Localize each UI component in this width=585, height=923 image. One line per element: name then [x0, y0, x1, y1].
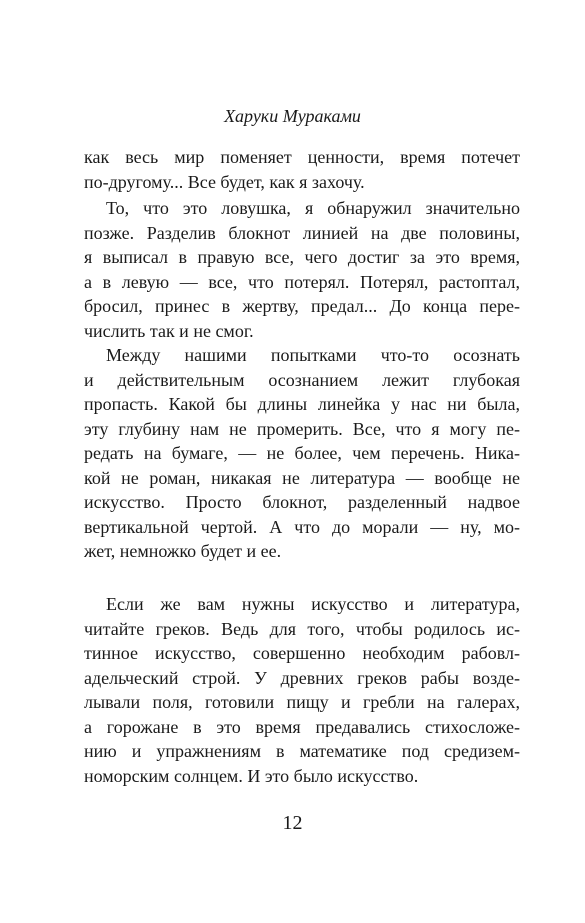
text-line: Если же вам нужны искусство и литература,	[106, 594, 520, 614]
text-line: редать на бумаге, — не более, чем перечень. Ника-	[84, 443, 520, 463]
text-line: кой не роман, никакая не литература — вообще не	[84, 467, 520, 488]
paragraph-greeks	[84, 592, 520, 788]
text-line: а горожане в это время предавались стихосложе-	[84, 716, 520, 737]
text-line: как весь мир поменяет ценности, время потечет	[84, 147, 520, 167]
text-line: читайте греков. Ведь для того, чтобы родилось ис-	[84, 618, 520, 639]
text-line: номорским солнцем. И это было искусство.	[84, 765, 419, 786]
text-line: позже. Разделив блокнот линией на две половины,	[84, 222, 520, 243]
text-line: пропасть. Какой бы длины линейка у нас ни была,	[84, 394, 520, 414]
text-line: нию и упражнениям в математике под средизем-	[84, 741, 520, 761]
text-line: То, что это ловушка, я обнаружил значительно	[106, 198, 520, 218]
text-line: лывали поля, готовили пищу и гребли на галерах,	[84, 692, 520, 712]
page-number: 12	[282, 812, 303, 834]
paragraph-continuation	[84, 145, 520, 194]
text-line: эту глубину нам не промерить. Все, что я могу пе-	[84, 418, 520, 439]
text-line: адельческий строй. У древних греков рабы возде-	[84, 667, 520, 688]
text-line: Между нашими попытками что-то осознать	[106, 345, 520, 365]
text-line: вертикальной чертой. А что до морали — ну, мо-	[84, 516, 520, 537]
text-line: я выписал в правую все, чего достиг за это время,	[84, 247, 520, 267]
paragraph-trap	[84, 196, 520, 343]
text-line: бросил, принес в жертву, предал... До конца пере-	[84, 296, 520, 316]
running-header-author: Харуки Мураками	[224, 106, 361, 126]
text-line: жет, немножко будет и ее.	[84, 541, 282, 561]
text-line: искусство. Просто блокнот, разделенный надвое	[84, 492, 520, 512]
text-line: тинное искусство, совершенно необходим рабовл-	[84, 643, 520, 663]
text-line: и действительным осознанием лежит глубокая	[84, 369, 520, 390]
paragraph-abyss	[84, 343, 520, 564]
text-line: по-другому... Все будет, как я захочу.	[84, 171, 365, 192]
text-line: а в левую — все, что потерял. Потерял, растоптал,	[84, 271, 520, 292]
text-line: числить так и не смог.	[84, 320, 254, 341]
